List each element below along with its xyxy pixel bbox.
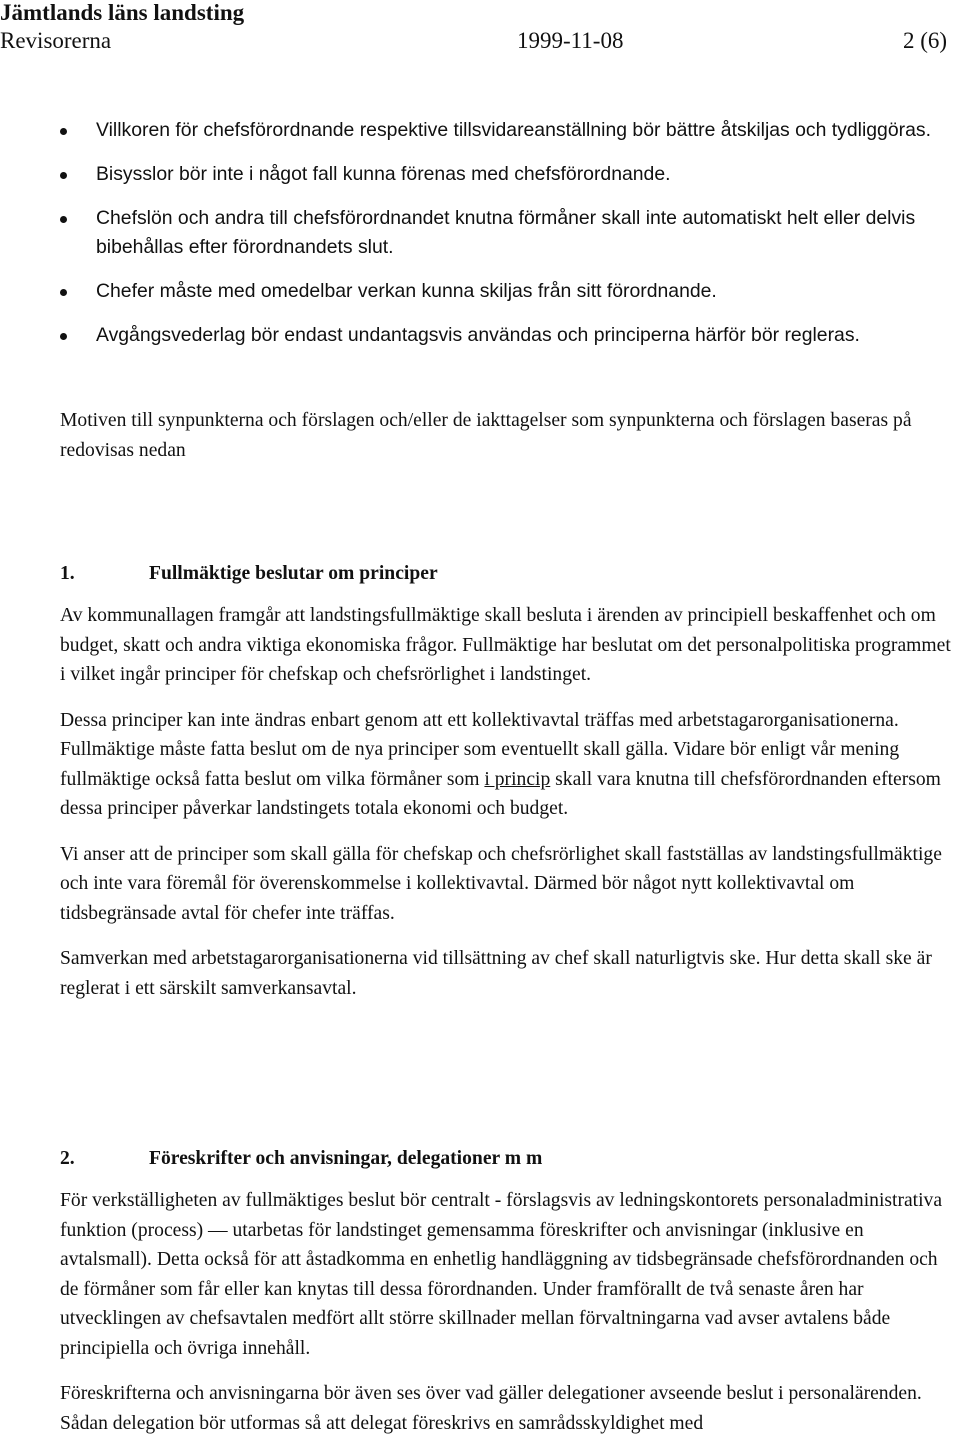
bullet-icon (60, 289, 67, 296)
list-item-text: Villkoren för chefsförordnande respektive tillsvidareanställning bör bättre åtskiljas och tydliggöras. (96, 119, 931, 141)
section-1-number: 1. (60, 563, 75, 584)
section-1-title: Fullmäktige beslutar om principer (149, 563, 438, 584)
bullet-icon (60, 172, 67, 179)
paragraph-text: Dessa principer kan inte ändras enbart genom att ett kollektivavtal träffas med arbetstagarorganisationerna. Fullmäktige måste fatta beslut om de nya principer som eventuellt skall gälla. Vidare bör enligt vår mening fullmäktige också fatta beslut om vilka förmåner som (60, 709, 900, 790)
section-2-body (60, 1186, 958, 1454)
bullet-list (60, 116, 960, 365)
underlined-text: i princip (484, 768, 551, 790)
list-item (60, 160, 960, 189)
list-item-text: Avgångsvederlag bör endast undantagsvis användas och principerna härför bör regleras. (96, 324, 860, 346)
list-item-text: Bisysslor bör inte i något fall kunna förenas med chefsförordnande. (96, 163, 671, 185)
page-number: 2 (6) (903, 28, 948, 53)
list-item (60, 321, 960, 350)
section-2-paragraph-1: För verkställigheten av fullmäktiges beslut bör centralt - förslagsvis av ledningskontorets personaladministrativa funktion (process) — utarbetas för landstinget gemensamma föreskrifter och anvisningar (inklusive en avtalsmall). Detta också för att åstadkomma en enhetlig handläggning av tidsbegränsade chefsförordnanden och de förmåner som får eller kan knytas till dessa förordnanden. Under framförallt de två senaste åren har utvecklingen av chefsavtalen medfört allt större skillnader mellan förvaltningarna vad avser avtalens både principiella och övriga innehåll. (60, 1190, 943, 1359)
list-item (60, 116, 960, 145)
organization-name: Jämtlands läns landsting (0, 0, 245, 25)
list-item-text: Chefslön och andra till chefsförordnandet knutna förmåner skall inte automatiskt helt eller delvis bibehållas efter förordnandets slut. (96, 207, 916, 258)
section-1-paragraph-3: Vi anser att de principer som skall gälla för chefskap och chefsrörlighet skall fastställas av landstingsfullmäktige och inte vara föremål för överenskommelse i kollektivavtal. Därmed bör något nytt kollektivavtal om tidsbegränsade avtal för chefer inte träffas. (60, 843, 942, 924)
intro-paragraph: Motiven till synpunkterna och förslagen och/eller de iakttagelser som synpunkterna och förslagen baseras på redovisas nedan (60, 410, 912, 461)
section-1-paragraph-4: Samverkan med arbetstagarorganisationerna vid tillsättning av chef skall naturligtvis ske. Hur detta skall ske är reglerat i ett särskilt samverkansavtal. (60, 948, 932, 999)
bullet-icon (60, 128, 67, 135)
paragraph-text: skall vara knutna till chefsförordnanden eftersom dessa principer påverkar landstingets totala ekonomi och budget. (60, 768, 941, 819)
document-date: 1999-11-08 (517, 28, 624, 53)
list-item (60, 277, 960, 306)
list-item (60, 204, 960, 262)
bullet-icon (60, 216, 67, 223)
bullet-icon (60, 333, 67, 340)
section-1-paragraph-1: Av kommunallagen framgår att landstingsfullmäktige skall besluta i ärenden av principiell beskaffenhet och om budget, skatt och andra viktiga ekonomiska frågor. Fullmäktige har beslutat om det personalpolitiska programmet i vilket ingår principer för chefskap och chefsrörlighet i landstinget. (60, 605, 951, 685)
list-item-text: Chefer måste med omedelbar verkan kunna skiljas från sitt förordnande. (96, 280, 717, 302)
section-1-paragraph-2 (60, 706, 958, 824)
section-2-paragraph-2: Föreskrifterna och anvisningarna bör även ses över vad gäller delegationer avseende beslut i personalärenden. Sådan delegation bör utformas så att delegat föreskrivs en samrådsskyldighet med (60, 1383, 922, 1434)
section-2-title: Föreskrifter och anvisningar, delegationer m m (149, 1148, 543, 1169)
department-name: Revisorerna (0, 28, 112, 53)
section-1-body (60, 601, 958, 1019)
section-2-number: 2. (60, 1148, 75, 1169)
